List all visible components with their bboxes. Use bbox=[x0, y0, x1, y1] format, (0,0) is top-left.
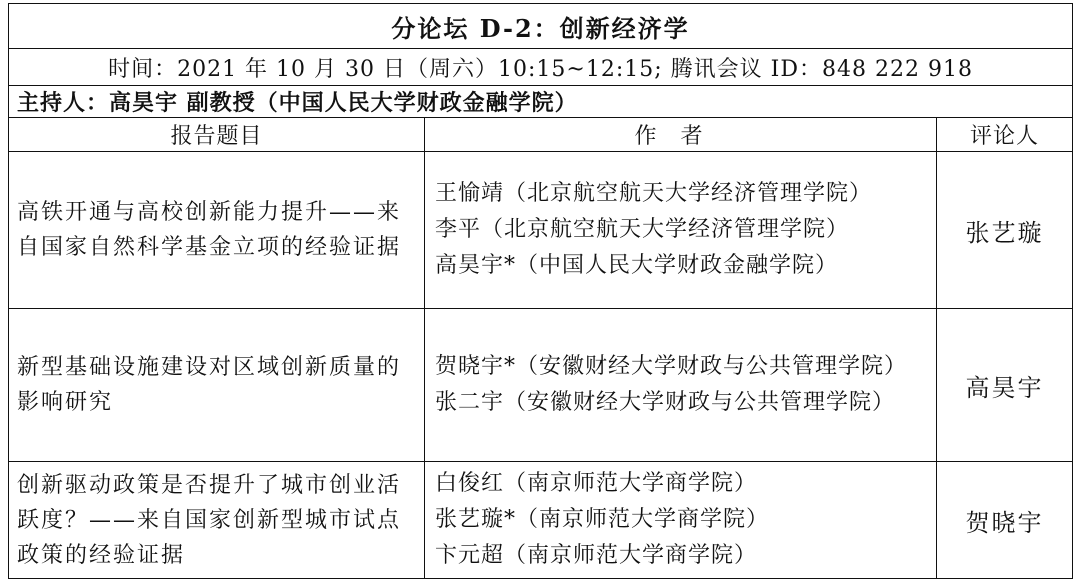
paper-title: 高铁开通与高校创新能力提升——来自国家自然科学基金立项的经验证据 bbox=[9, 152, 425, 309]
title-row bbox=[9, 4, 1073, 49]
author-entry: 贺晓宇*（安徽财经大学财政与公共管理学院） bbox=[435, 354, 908, 379]
paper-title: 新型基础设施建设对区域创新质量的影响研究 bbox=[9, 309, 425, 462]
column-header-authors: 作者 bbox=[425, 118, 937, 152]
paper-commenter: 贺晓宇 bbox=[937, 462, 1073, 579]
table-row bbox=[9, 152, 1073, 309]
author-entry: 卞元超（南京师范大学商学院） bbox=[435, 543, 758, 568]
forum-time: 时间：2021 年 10 月 30 日（周六）10:15~12:15; 腾讯会议 ID：848 222 918 bbox=[9, 49, 1073, 86]
author-entry: 李平（北京航空航天大学经济管理学院） bbox=[435, 217, 850, 242]
header-row bbox=[9, 118, 1073, 152]
time-row bbox=[9, 49, 1073, 86]
paper-commenter: 张艺璇 bbox=[937, 152, 1073, 309]
paper-commenter: 高昊宇 bbox=[937, 309, 1073, 462]
paper-authors bbox=[425, 462, 937, 579]
author-entry: 张二宇（安徽财经大学财政与公共管理学院） bbox=[435, 390, 896, 415]
column-header-commenter: 评论人 bbox=[937, 118, 1073, 152]
paper-authors bbox=[425, 152, 937, 309]
author-entry: 张艺璇*（南京师范大学商学院） bbox=[435, 507, 770, 532]
forum-title: 分论坛 D-2：创新经济学 bbox=[9, 4, 1073, 49]
paper-authors bbox=[425, 309, 937, 462]
forum-schedule-table bbox=[8, 3, 1073, 579]
host-row bbox=[9, 86, 1073, 118]
table-row bbox=[9, 462, 1073, 579]
column-header-title: 报告题目 bbox=[9, 118, 425, 152]
table-row bbox=[9, 309, 1073, 462]
paper-title: 创新驱动政策是否提升了城市创业活跃度？——来自国家创新型城市试点政策的经验证据 bbox=[9, 462, 425, 579]
schedule-container bbox=[8, 3, 1073, 579]
forum-host: 主持人：高昊宇 副教授（中国人民大学财政金融学院） bbox=[9, 86, 1073, 118]
author-entry: 白俊红（南京师范大学商学院） bbox=[435, 471, 758, 496]
author-entry: 高昊宇*（中国人民大学财政金融学院） bbox=[435, 253, 839, 278]
author-entry: 王愉靖（北京航空航天大学经济管理学院） bbox=[435, 181, 873, 206]
